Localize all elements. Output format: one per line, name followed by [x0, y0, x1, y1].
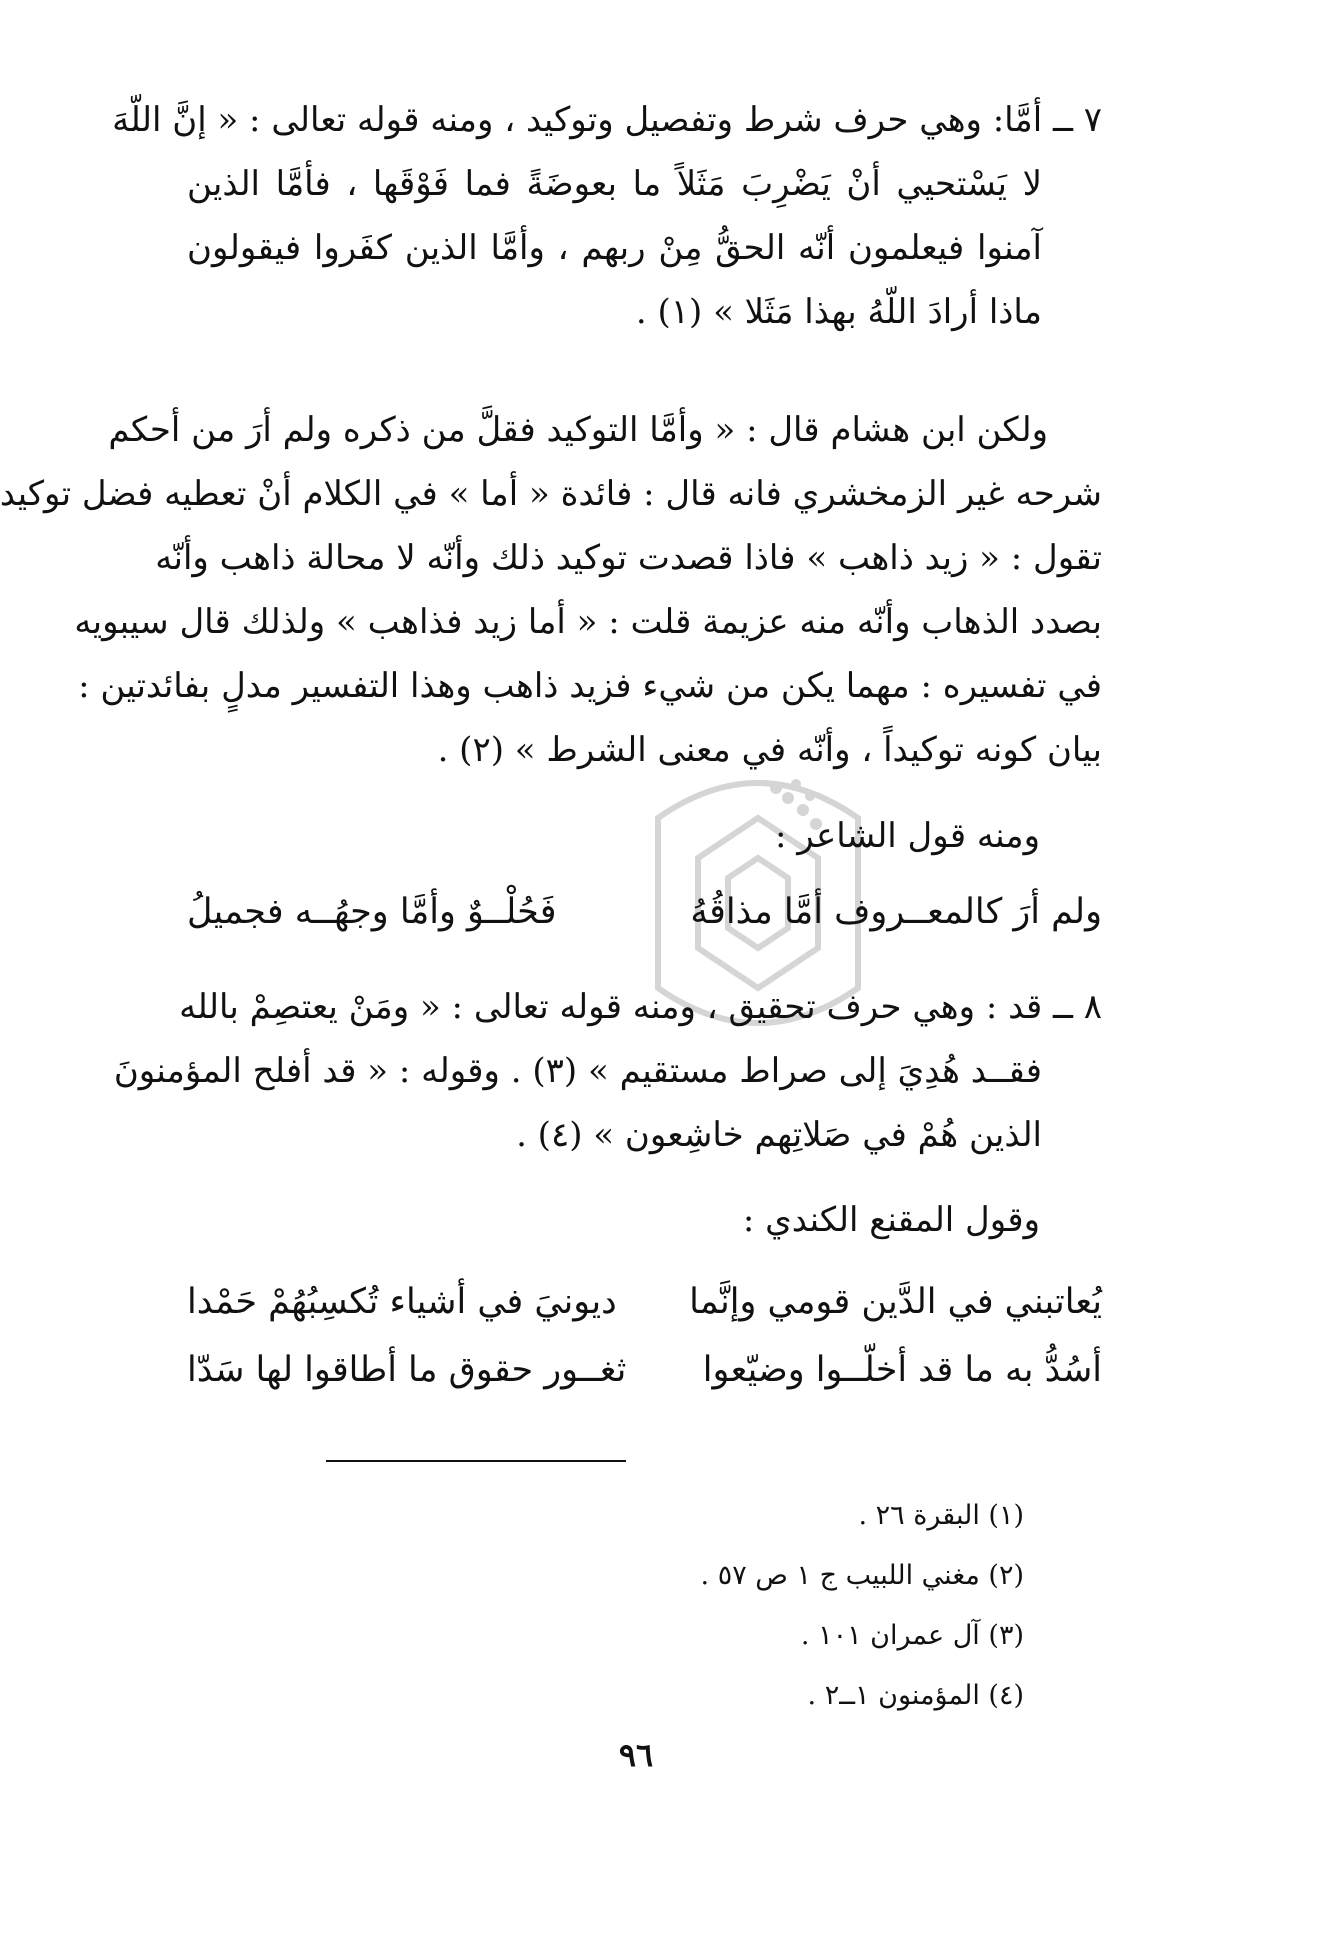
footnote: (٢) مغني اللبيب ج ١ ص ٥٧ . — [700, 1560, 1024, 1591]
verse-right-hemistich: ولم أرَ كالمعــروف أمَّا مذاقُهُ — [690, 892, 1102, 932]
paragraph-line: بيان كونه توكيداً ، وأنّه في معنى الشرط » (٢) . — [437, 730, 1102, 770]
verse-left-hemistich: ديونيَ في أشياء تُكسِبُهُمْ حَمْدا — [187, 1282, 617, 1322]
paragraph-line: تقول : « زيد ذاهب » فاذا قصدت توكيد ذلك وأنّه لا محالة ذاهب وأنّه — [155, 538, 1102, 578]
footnote: (٣) آل عمران ١٠١ . — [800, 1620, 1024, 1651]
verse-left-hemistich: فَحُلْــوٌ وأمَّا وجهُــه فجميلُ — [187, 892, 557, 932]
entry-7-line: ماذا أرادَ اللّهُ بهذا مَثَلا » (١) . — [635, 292, 1042, 332]
paragraph-line: في تفسيره : مهما يكن من شيء فزيد ذاهب وهذا التفسير مدلٍ بفائدتين : — [78, 666, 1102, 706]
ibn-hisham-paragraph — [0, 398, 1102, 782]
page-number: ٩٦ — [618, 1736, 654, 1774]
entry-7-line: ٧ ــ أمَّا: وهي حرف شرط وتفصيل وتوكيد ، ومنه قوله تعالى : « إنَّ اللّهَ — [112, 100, 1102, 140]
verse-line — [187, 1338, 1102, 1402]
entry-8-line: فقــد هُدِيَ إلى صراط مستقيم » (٣) . وقوله : « قد أفلح المؤمنونَ — [113, 1051, 1042, 1091]
paragraph-line: ولكن ابن هشام قال : « وأمَّا التوكيد فقلَّ من ذكره ولم أرَ من أحكم — [108, 410, 1048, 450]
entry-7-amma — [112, 88, 1102, 344]
footnotes — [701, 1486, 1024, 1726]
entry-8-qad — [113, 975, 1102, 1167]
verse-line — [187, 880, 1102, 944]
poet-intro: وقول المقنع الكندي : — [742, 1200, 1040, 1240]
verse-right-hemistich: يُعاتبني في الدَّين قومي وإنَّما — [689, 1282, 1102, 1322]
paragraph-line: بصدد الذهاب وأنّه منه عزيمة قلت : « أما زيد فذاهب » ولذلك قال سيبويه — [74, 602, 1102, 642]
footnote: (١) البقرة ٢٦ . — [858, 1500, 1024, 1531]
poet-intro: ومنه قول الشاعر : — [774, 816, 1040, 856]
footnote-divider — [326, 1460, 626, 1462]
verse-right-hemistich: أسُدُّ به ما قد أخلّــوا وضيّعوا — [702, 1350, 1102, 1390]
paragraph-line: شرحه غير الزمخشري فانه قال : فائدة « أما » في الكلام أنْ تعطيه فضل توكيد — [0, 474, 1102, 514]
entry-8-line: الذين هُمْ في صَلاتِهم خاشِعون » (٤) . — [516, 1115, 1042, 1155]
entry-8-line: ٨ ــ قد : وهي حرف تحقيق ، ومنه قوله تعالى : « ومَنْ يعتصِمْ بالله — [179, 987, 1102, 1027]
verse-line — [187, 1270, 1102, 1334]
entry-7-line: آمنوا فيعلمون أنّه الحقُّ مِنْ ربهم ، وأمَّا الذين كفَروا فيقولون — [187, 228, 1042, 268]
footnote: (٤) المؤمنون ١ــ٢ . — [807, 1680, 1024, 1711]
entry-7-line: لا يَسْتحيي أنْ يَضْرِبَ مَثَلاً ما بعوضَةً فما فَوْقَها ، فأمَّا الذين — [187, 164, 1042, 204]
verse-left-hemistich: ثغــور حقوق ما أطاقوا لها سَدّا — [187, 1350, 627, 1390]
